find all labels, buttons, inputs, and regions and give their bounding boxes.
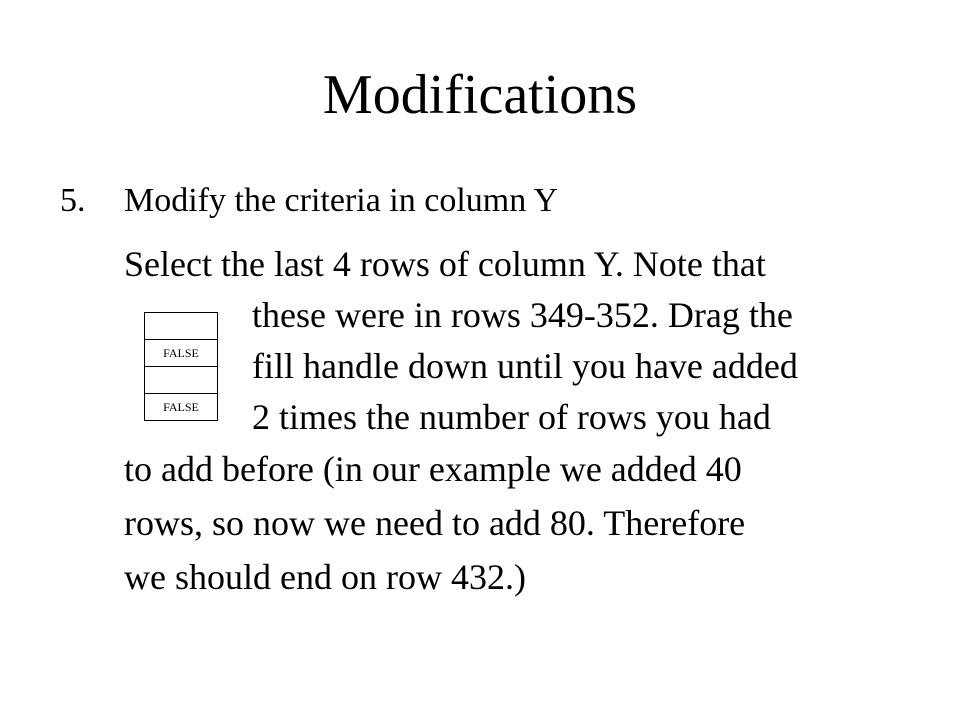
step-heading [60, 180, 558, 222]
spreadsheet-cell: FALSE [145, 393, 217, 420]
body-line: Select the last 4 rows of column Y. Note that [124, 244, 766, 284]
spreadsheet-cell [145, 313, 217, 339]
body-line: these were in rows 349-352. Drag the [252, 295, 793, 335]
step-heading-text: Modify the criteria in column Y [124, 182, 559, 219]
body-line: rows, so now we need to add 80. Therefore [124, 503, 746, 543]
body-line: we should end on row 432.) [124, 557, 526, 597]
slide-title: Modifications [322, 64, 638, 126]
body-line: fill handle down until you have added [252, 346, 798, 386]
body-line: 2 times the number of rows you had [252, 397, 771, 437]
step-number: 5. [60, 182, 86, 219]
spreadsheet-cell: FALSE [145, 339, 217, 366]
spreadsheet-cells-snippet [144, 312, 218, 421]
body-line: to add before (in our example we added 40 [124, 449, 742, 489]
spreadsheet-cell [145, 366, 217, 393]
